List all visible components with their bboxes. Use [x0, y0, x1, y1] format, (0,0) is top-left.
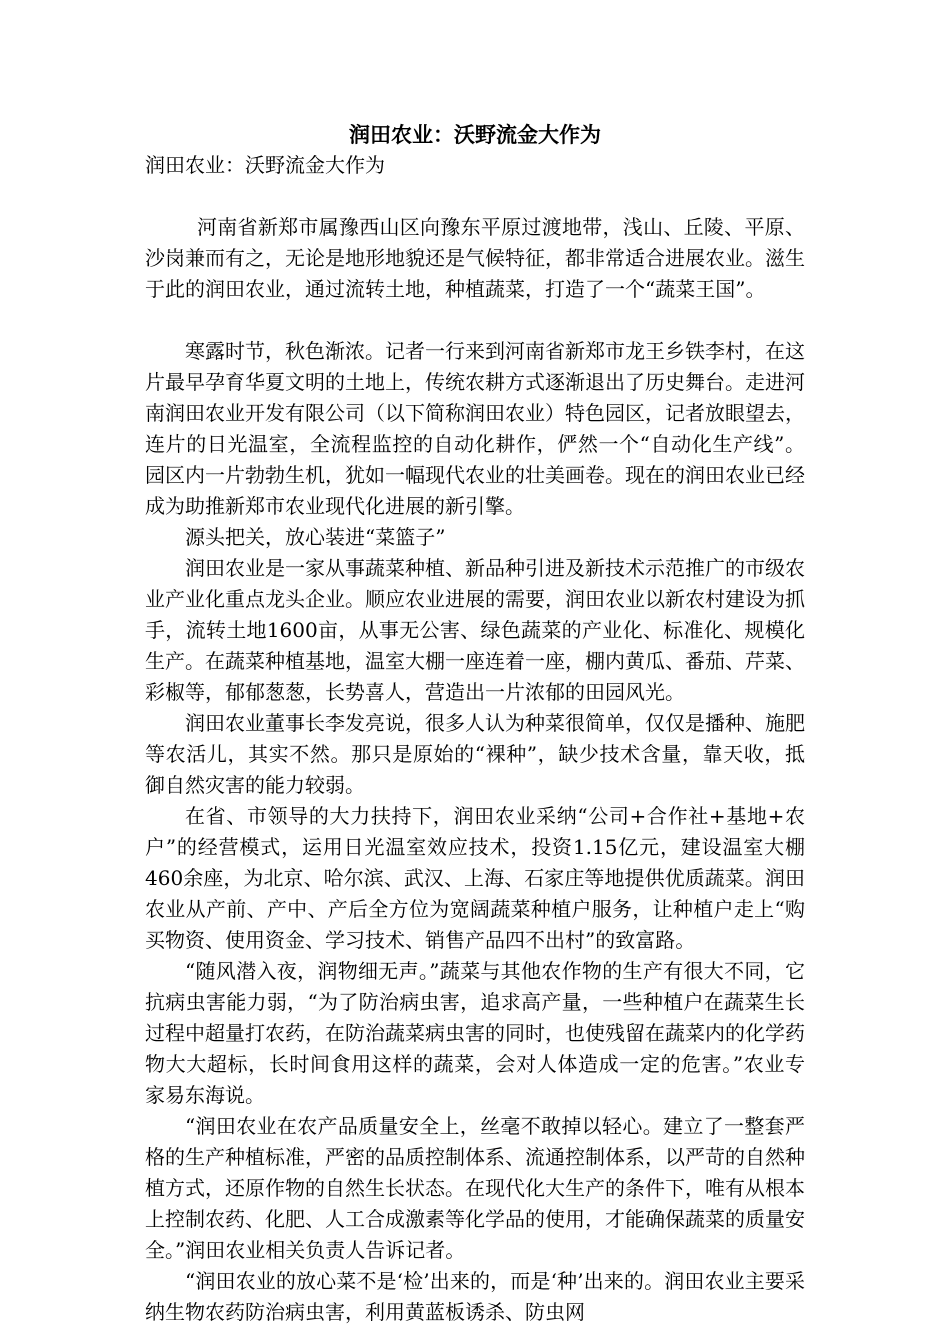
- paragraph-intro: 河南省新郑市属豫西山区向豫东平原过渡地带，浅山、丘陵、平原、沙岗兼而有之，无论是地形地貌还是气候特征，都非常适合进展农业。滋生于此的润田农业，通过流转土地，种植蔬菜，打造了一个“蔬菜王国”。: [145, 215, 805, 301]
- document-page: [145, 120, 805, 1328]
- document-title: 润田农业：沃野流金大作为: [349, 122, 601, 147]
- paragraph-pest-control: “随风潜入夜，润物细无声。”蔬菜与其他农作物的生产有很大不同，它抗病虫害能力弱，“为了防治病虫害，追求高产量，一些种植户在蔬菜生长过程中超量打农药，在防治蔬菜病虫害的同时，也使残留在蔬菜内的化学药物大大超标，长时间食用这样的蔬菜，会对人体造成一定的危害。”农业专家易东海说。: [145, 959, 805, 1107]
- paragraph-business-model: 在省、市领导的大力扶持下，润田农业采纳“公司+合作社+基地+农户”的经营模式，运用日光温室效应技术，投资1.15亿元，建设温室大棚460余座，为北京、哈尔滨、武汉、上海、石家庄等地提供优质蔬菜。润田农业从产前、产中、产后全方位为宽阔蔬菜种植户服务，让种植户走上“购买物资、使用资金、学习技术、销售产品四不出村”的致富路。: [145, 804, 805, 952]
- paragraph-spacer: [145, 305, 805, 336]
- paragraph-chairman: 润田农业董事长李发亮说，很多人认为种菜很简单，仅仅是播种、施肥等农活儿，其实不然。那只是原始的“裸种”，缺少技术含量，靠天收，抵御自然灾害的能力较弱。: [145, 711, 805, 797]
- paragraph-company-intro: 润田农业是一家从事蔬菜种植、新品种引进及新技术示范推广的市级农业产业化重点龙头企业。顺应农业进展的需要，润田农业以新农村建设为抓手，流转土地1600亩，从事无公害、绿色蔬菜的产业化、标准化、规模化生产。在蔬菜种植基地，温室大棚一座连着一座，棚内黄瓜、番茄、芹菜、彩椒等，郁郁葱葱，长势喜人，营造出一片浓郁的田园风光。: [145, 556, 805, 704]
- paragraph-quality-safety: “润田农业在农产品质量安全上，丝毫不敢掉以轻心。建立了一整套严格的生产种植标准，严密的品质控制体系、流通控制体系，以严苛的自然种植方式，还原作物的自然生长状态。在现代化大生产的条件下，唯有从根本上控制农药、化肥、人工合成激素等化学品的使用，才能确保蔬菜的质量安全。”润田农业相关负责人告诉记者。: [145, 1114, 805, 1262]
- section-heading: 源头把关，放心装进“菜篮子”: [185, 525, 446, 549]
- paragraph-cold-dew: 寒露时节，秋色渐浓。记者一行来到河南省新郑市龙王乡铁李村，在这片最早孕育华夏文明的土地上，传统农耕方式逐渐退出了历史舞台。走进河南润田农业开发有限公司（以下简称润田农业）特色园区，记者放眼望去，连片的日光温室，全流程监控的自动化耕作，俨然一个“自动化生产线”。园区内一片勃勃生机，犹如一幅现代农业的壮美画卷。现在的润田农业已经成为助推新郑市农业现代化进展的新引擎。: [145, 339, 805, 518]
- paragraph-safe-vegetables: “润田农业的放心菜不是‘检’出来的，而是‘种’出来的。润田农业主要采纳生物农药防治病虫害，利用黄蓝板诱杀、防虫网: [145, 1269, 805, 1324]
- document-subtitle: 润田农业：沃野流金大作为: [145, 153, 385, 177]
